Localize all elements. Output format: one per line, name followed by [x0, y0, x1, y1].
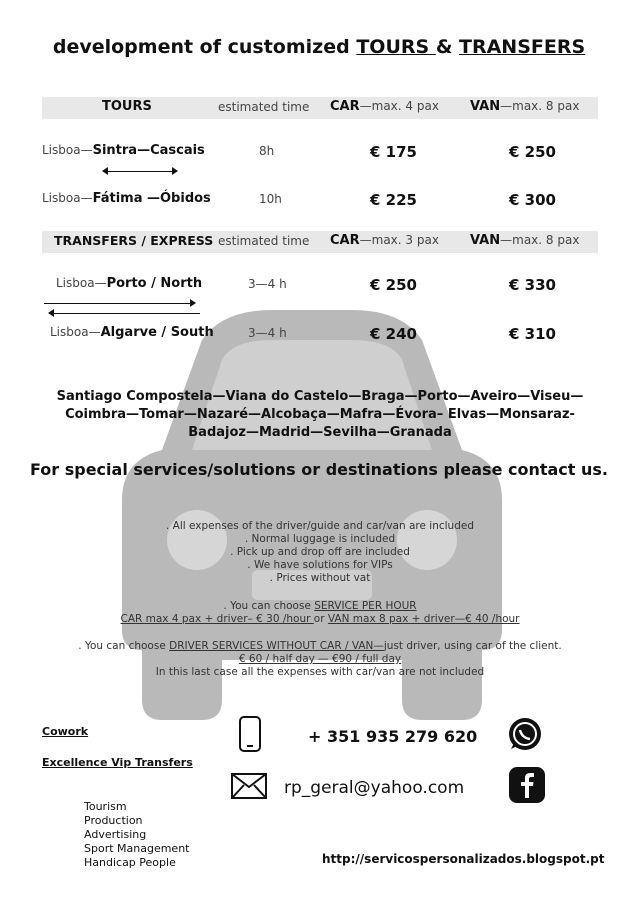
tour-time: 8h — [259, 144, 275, 158]
email-address[interactable]: rp_geral@yahoo.com — [284, 778, 465, 798]
tour-van-price: € 300 — [509, 191, 556, 209]
tour-car-price: € 225 — [370, 191, 417, 209]
company-name: Excellence Vip Transfers — [42, 756, 193, 769]
contact-line: For special services/solutions or destinations please contact us. — [29, 460, 608, 479]
tours-car-header: CAR—max. 4 pax — [330, 99, 439, 114]
tours-header-label: TOURS — [102, 99, 152, 114]
double-arrow-icon — [104, 171, 176, 172]
transfer-car-price: € 250 — [370, 276, 417, 294]
arrow-left-icon — [50, 313, 200, 314]
driver-service-notes: . You can choose DRIVER SERVICES WITHOUT CAR / VAN—just driver, using car of the client. € 60 / half day — €90 / full day In this last case all the expenses with car/van are not included — [78, 640, 562, 678]
tour-van-price: € 250 — [509, 143, 556, 161]
hour-service-notes: . You can choose SERVICE PER HOUR CAR max 4 pax + driver– € 30 /hour or VAN max 8 pax + driver—€ 40 /hour — [120, 600, 520, 625]
transfers-van-header: VAN—max. 8 pax — [470, 233, 580, 248]
transfer-route: Lisboa—Algarve / South — [50, 325, 214, 340]
tour-time: 10h — [259, 192, 282, 206]
phone-icon — [238, 715, 262, 753]
phone-number[interactable]: + 351 935 279 620 — [308, 727, 478, 746]
included-notes: . All expenses of the driver/guide and car/van are included . Normal luggage is included . Pick up and drop off are included . We have solutions for VIPs . Prices without vat — [165, 520, 474, 584]
tour-route: Lisboa—Fátima —Óbidos — [42, 191, 211, 206]
destinations-list: Santiago Compostela—Viana do Castelo—Braga—Porto—Aveiro—Viseu— Coimbra—Tomar—Nazaré—Alcobaça—Mafra—Évora– Elvas—Monsaraz- Badajoz—Madrid—Sevilha—Granada — [56, 389, 584, 440]
transfer-time: 3—4 h — [248, 277, 287, 291]
tour-car-price: € 175 — [370, 143, 417, 161]
cowork-label: Cowork — [42, 725, 89, 738]
transfer-van-price: € 310 — [509, 325, 556, 343]
transfer-time: 3—4 h — [248, 326, 287, 340]
transfers-time-header: estimated time — [218, 234, 310, 248]
tour-route: Lisboa—Sintra—Cascais — [42, 143, 205, 158]
services-list: Tourism Production Advertising Sport Management Handicap People — [84, 800, 190, 869]
transfer-van-price: € 330 — [509, 276, 556, 294]
arrow-right-icon — [44, 303, 194, 304]
transfers-header-label: TRANSFERS / EXPRESS — [54, 233, 214, 248]
tours-van-header: VAN—max. 8 pax — [470, 99, 580, 114]
tours-time-header: estimated time — [218, 100, 310, 114]
website-link[interactable]: http://servicospersonalizados.blogspot.pt — [322, 852, 605, 866]
whatsapp-icon[interactable] — [507, 716, 543, 752]
transfers-car-header: CAR—max. 3 pax — [330, 233, 439, 248]
transfer-car-price: € 240 — [370, 325, 417, 343]
transfer-route: Lisboa—Porto / North — [56, 276, 203, 291]
envelope-icon — [230, 772, 268, 800]
page-title: development of customized TOURS & TRANSFERS — [52, 36, 586, 58]
facebook-icon[interactable] — [508, 766, 546, 804]
